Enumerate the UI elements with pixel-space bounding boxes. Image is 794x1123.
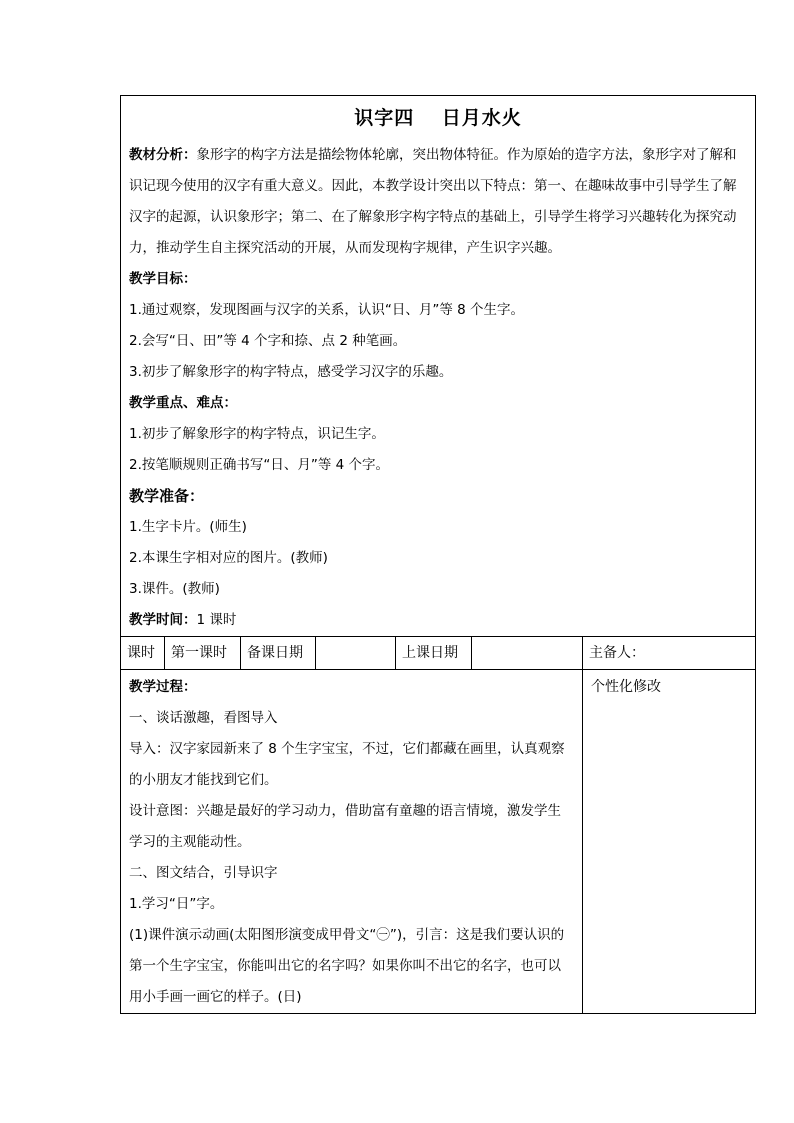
goal-item: 3.初步了解象形字的构字特点，感受学习汉字的乐趣。 <box>129 364 453 380</box>
lesson-plan-table <box>120 95 756 1014</box>
class-date-label: 上课日期 <box>396 637 472 669</box>
analysis-label: 教材分析： <box>129 147 197 163</box>
process-line: 设计意图：兴趣是最好的学习动力，借助富有童趣的语言情境，激发学生学习的主观能动性。 <box>129 803 561 850</box>
preparer-label: 主备人： <box>589 645 645 661</box>
preparation-item: 3.课件。(教师) <box>129 581 220 597</box>
teaching-process <box>121 670 583 1013</box>
period-value: 第一课时 <box>165 637 241 669</box>
process-line: 二、图文结合，引导识字 <box>129 865 278 881</box>
period-label: 课时 <box>121 637 165 669</box>
prep-date-label: 备课日期 <box>241 637 316 669</box>
page-title: 识字四 日月水火 <box>354 107 522 129</box>
time-label: 教学时间： <box>129 612 197 628</box>
key-point-item: 1.初步了解象形字的构字特点，识记生字。 <box>129 426 385 442</box>
time-value: 1 课时 <box>196 612 237 628</box>
personalized-notes[interactable] <box>583 670 755 1013</box>
preparation-item: 1.生字卡片。(师生) <box>129 519 247 535</box>
preparation-item: 2.本课生字相对应的图片。(教师) <box>129 550 328 566</box>
prep-date-value[interactable] <box>316 637 396 669</box>
process-heading: 教学过程： <box>129 679 197 695</box>
goal-item: 2.会写“日、田”等 4 个字和捺、点 2 种笔画。 <box>129 333 407 349</box>
analysis-text: 象形字的构字方法是描绘物体轮廓，突出物体特征。作为原始的造字方法，象形字对了解和识记现今使用的汉字有重大意义。因此，本教学设计突出以下特点：第一、在趣味故事中引导学生了解汉字的起源，认识象形字；第二、在了解象形字构字特点的基础上，引导学生将学习兴趣转化为探究动力，推动学生自主探究活动的开展，从而发现构字规律，产生识字兴趣。 <box>129 147 737 256</box>
goal-item: 1.通过观察，发现图画与汉字的关系，认识“日、月”等 8 个生字。 <box>129 302 525 318</box>
process-line: 一、谈话激趣，看图导入 <box>129 710 278 726</box>
key-points-heading: 教学重点、难点： <box>129 395 237 411</box>
process-line: 1.学习“日”字。 <box>129 896 224 912</box>
time-line <box>129 605 747 636</box>
goals-heading: 教学目标： <box>129 271 197 287</box>
key-point-item: 2.按笔顺规则正确书写“日、月”等 4 个字。 <box>129 457 390 473</box>
lesson-overview <box>121 96 755 637</box>
analysis-paragraph <box>129 140 747 264</box>
process-line: 导入：汉字家园新来了 8 个生字宝宝，不过，它们都藏在画里，认真观察的小朋友才能找到它们。 <box>129 741 565 788</box>
class-date-value[interactable] <box>472 637 583 669</box>
teaching-process-row <box>121 670 755 1013</box>
personalized-notes-label: 个性化修改 <box>591 679 661 695</box>
preparation-heading: 教学准备： <box>129 487 205 505</box>
schedule-row <box>121 637 755 670</box>
process-line: (1)课件演示动画(太阳图形演变成甲骨文“㊀”)，引言：这是我们要认识的第一个生字宝宝，你能叫出它的名字吗？如果你叫不出它的名字，也可以用小手画一画它的样子。(日) <box>129 927 565 1005</box>
